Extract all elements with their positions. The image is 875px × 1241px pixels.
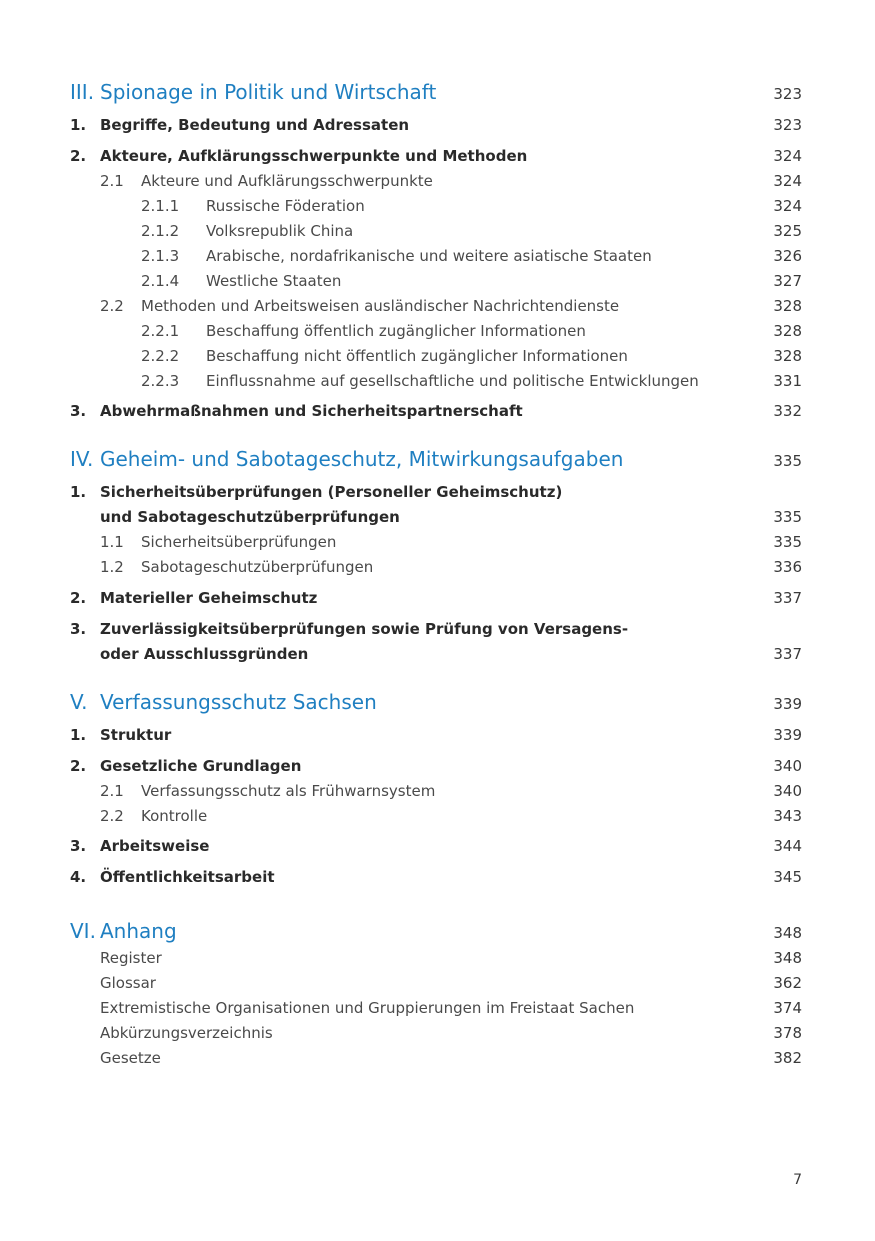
entry-title: Westliche Staaten (206, 272, 342, 290)
entry-number: 3. (70, 620, 87, 638)
toc-subsubentry[interactable] (0, 369, 875, 394)
entry-number: 2.1.1 (141, 197, 180, 215)
page-ref: 339 (773, 695, 802, 713)
page-ref: 324 (773, 172, 802, 190)
toc-subsubentry[interactable] (0, 269, 875, 294)
entry-title: Arbeitsweise (100, 837, 210, 855)
entry-number: 2.2 (100, 297, 124, 315)
chapter-numeral: V. (70, 690, 88, 714)
entry-number: 2.1 (100, 172, 124, 190)
toc-appendix-entry[interactable] (0, 996, 875, 1021)
page-ref: 335 (773, 533, 802, 551)
toc-appendix-entry[interactable] (0, 1046, 875, 1071)
toc-subentry[interactable] (0, 555, 875, 580)
toc-subentry[interactable] (0, 530, 875, 555)
chapter-title: Verfassungsschutz Sachsen (100, 690, 377, 714)
page-ref: 345 (773, 868, 802, 886)
entry-title: Beschaffung öffentlich zugänglicher Informationen (206, 322, 586, 340)
page-ref: 326 (773, 247, 802, 265)
page-ref: 340 (773, 757, 802, 775)
page-ref: 323 (773, 85, 802, 103)
toc-entry[interactable] (0, 399, 875, 424)
toc-entry[interactable] (0, 113, 875, 138)
entry-title: Einflussnahme auf gesellschaftliche und politische Entwicklungen (206, 372, 699, 390)
page-ref: 332 (773, 402, 802, 420)
entry-number: 1.1 (100, 533, 124, 551)
entry-title: Abkürzungsverzeichnis (100, 1024, 273, 1042)
chapter-title: Anhang (100, 919, 177, 943)
page-ref: 324 (773, 197, 802, 215)
toc-subsubentry[interactable] (0, 194, 875, 219)
page-ref: 382 (773, 1049, 802, 1067)
entry-number: 2.1.3 (141, 247, 180, 265)
toc-entry[interactable] (0, 865, 875, 890)
toc-appendix-entry[interactable] (0, 1021, 875, 1046)
toc-subsubentry[interactable] (0, 344, 875, 369)
entry-number: 4. (70, 868, 87, 886)
entry-title: Gesetzliche Grundlagen (100, 757, 302, 775)
page-ref: 374 (773, 999, 802, 1017)
entry-number: 1. (70, 726, 87, 744)
entry-title: Sicherheitsüberprüfungen (Personeller Geheimschutz) (100, 483, 563, 501)
entry-title: Register (100, 949, 162, 967)
toc-entry[interactable] (0, 834, 875, 859)
page-ref: 343 (773, 807, 802, 825)
toc-subsubentry[interactable] (0, 319, 875, 344)
entry-title-line2: oder Ausschlussgründen (100, 645, 309, 663)
page-ref: 348 (773, 949, 802, 967)
entry-title: Methoden und Arbeitsweisen ausländischer Nachrichtendienste (141, 297, 620, 315)
page-ref: 328 (773, 347, 802, 365)
entry-title: Russische Föderation (206, 197, 365, 215)
toc-entry[interactable] (0, 144, 875, 169)
entry-number: 2. (70, 757, 87, 775)
toc-chapter-heading[interactable] (0, 919, 875, 944)
entry-title: Glossar (100, 974, 156, 992)
entry-title: Öffentlichkeitsarbeit (100, 868, 275, 886)
entry-number: 2.1 (100, 782, 124, 800)
chapter-title: Geheim- und Sabotageschutz, Mitwirkungsaufgaben (100, 447, 624, 471)
entry-title: Beschaffung nicht öffentlich zugänglicher Informationen (206, 347, 628, 365)
page-ref: 339 (773, 726, 802, 744)
toc-chapter-heading[interactable] (0, 80, 875, 105)
toc-subentry[interactable] (0, 779, 875, 804)
entry-title: Abwehrmaßnahmen und Sicherheitspartnerschaft (100, 402, 523, 420)
entry-number: 2.1.4 (141, 272, 180, 290)
chapter-numeral: VI. (70, 919, 96, 943)
page-ref: 324 (773, 147, 802, 165)
page-ref: 325 (773, 222, 802, 240)
entry-title: Arabische, nordafrikanische und weitere asiatische Staaten (206, 247, 652, 265)
chapter-numeral: IV. (70, 447, 94, 471)
entry-title: Sabotageschutzüberprüfungen (141, 558, 374, 576)
chapter-numeral: III. (70, 80, 95, 104)
toc-subsubentry[interactable] (0, 244, 875, 269)
entry-number: 2.2.3 (141, 372, 180, 390)
toc-subentry[interactable] (0, 169, 875, 194)
page-ref: 337 (773, 589, 802, 607)
page-ref: 337 (773, 645, 802, 663)
toc-appendix-entry[interactable] (0, 971, 875, 996)
entry-title: Zuverlässigkeitsüberprüfungen sowie Prüfung von Versagens- (100, 620, 629, 638)
entry-title: Gesetze (100, 1049, 161, 1067)
toc-entry-continuation[interactable] (0, 642, 875, 667)
entry-number: 1. (70, 116, 87, 134)
entry-title: Verfassungsschutz als Frühwarnsystem (141, 782, 436, 800)
entry-number: 3. (70, 837, 87, 855)
entry-title: Begriffe, Bedeutung und Adressaten (100, 116, 410, 134)
toc-chapter-heading[interactable] (0, 447, 875, 472)
entry-number: 3. (70, 402, 87, 420)
entry-title: Struktur (100, 726, 172, 744)
toc-entry[interactable] (0, 617, 875, 642)
chapter-title: Spionage in Politik und Wirtschaft (100, 80, 437, 104)
page-ref: 378 (773, 1024, 802, 1042)
page-ref: 362 (773, 974, 802, 992)
entry-title: Extremistische Organisationen und Gruppierungen im Freistaat Sachen (100, 999, 635, 1017)
entry-title: Akteure, Aufklärungsschwerpunkte und Methoden (100, 147, 528, 165)
entry-title-line2: und Sabotageschutzüberprüfungen (100, 508, 400, 526)
entry-number: 2.1.2 (141, 222, 180, 240)
entry-title: Akteure und Aufklärungsschwerpunkte (141, 172, 433, 190)
entry-title: Volksrepublik China (206, 222, 354, 240)
page-ref: 340 (773, 782, 802, 800)
toc-entry[interactable] (0, 754, 875, 779)
page-ref: 323 (773, 116, 802, 134)
entry-number: 2. (70, 147, 87, 165)
page-ref: 327 (773, 272, 802, 290)
toc-appendix-entry[interactable] (0, 946, 875, 971)
page-ref: 328 (773, 297, 802, 315)
page-ref: 336 (773, 558, 802, 576)
entry-number: 2. (70, 589, 87, 607)
entry-number: 2.2.1 (141, 322, 180, 340)
entry-title: Materieller Geheimschutz (100, 589, 318, 607)
entry-number: 2.2 (100, 807, 124, 825)
toc-entry[interactable] (0, 586, 875, 611)
entry-title: Sicherheitsüberprüfungen (141, 533, 337, 551)
toc-entry[interactable] (0, 723, 875, 748)
toc-chapter-heading[interactable] (0, 690, 875, 715)
entry-number: 1. (70, 483, 87, 501)
page-ref: 335 (773, 452, 802, 470)
toc-subsubentry[interactable] (0, 219, 875, 244)
page-ref: 344 (773, 837, 802, 855)
toc-entry[interactable] (0, 480, 875, 505)
page-ref: 328 (773, 322, 802, 340)
page-ref: 335 (773, 508, 802, 526)
page-ref: 348 (773, 924, 802, 942)
entry-number: 2.2.2 (141, 347, 180, 365)
entry-title: Kontrolle (141, 807, 208, 825)
entry-number: 1.2 (100, 558, 124, 576)
toc-subentry[interactable] (0, 804, 875, 829)
toc-entry-continuation[interactable] (0, 505, 875, 530)
page-number: 7 (793, 1172, 802, 1188)
toc-subentry[interactable] (0, 294, 875, 319)
page-ref: 331 (773, 372, 802, 390)
